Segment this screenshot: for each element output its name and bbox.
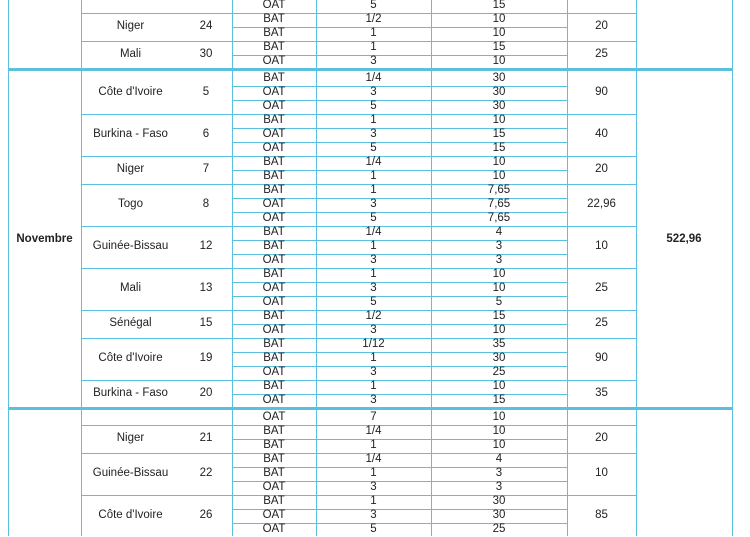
vaccine-type-cell: OAT — [262, 481, 286, 494]
vaccine-type-cell: BAT — [263, 439, 285, 452]
quantity-cell: 3 — [495, 254, 503, 267]
dose-cell: 1/4 — [365, 453, 382, 466]
country-cell: Guinée-Bissau — [92, 467, 169, 480]
country-sum-cell: 10 — [595, 240, 608, 253]
column-divider — [81, 0, 82, 536]
dose-cell: 3 — [370, 198, 377, 211]
day-cell: 30 — [199, 48, 213, 61]
country-sum-cell: 35 — [595, 387, 608, 400]
country-cell: Mali — [119, 48, 142, 61]
country-cell: Côte d'Ivoire — [98, 352, 163, 365]
country-cell: Niger — [116, 163, 145, 176]
vaccine-type-cell: BAT — [263, 13, 285, 26]
dose-cell: 1 — [370, 268, 377, 281]
country-cell: Burkina - Faso — [93, 387, 168, 400]
country-sum-cell: 25 — [595, 317, 608, 330]
dose-cell: 3 — [370, 254, 377, 267]
quantity-cell: 10 — [492, 13, 506, 26]
vaccine-type-cell: OAT — [262, 100, 286, 113]
dose-cell: 1 — [370, 467, 377, 480]
vaccine-type-cell: BAT — [263, 41, 285, 54]
vaccine-type-cell: BAT — [263, 27, 285, 40]
day-cell: 21 — [199, 432, 213, 445]
vaccine-type-cell: BAT — [263, 467, 285, 480]
dose-cell: 3 — [370, 282, 377, 295]
vaccine-type-cell: BAT — [263, 240, 285, 253]
vaccine-type-cell: OAT — [262, 366, 286, 379]
dose-cell: 1 — [370, 184, 377, 197]
quantity-cell: 3 — [495, 467, 503, 480]
quantity-cell: 7,65 — [487, 212, 511, 225]
vaccine-type-cell: BAT — [263, 453, 285, 466]
month-separator — [8, 68, 732, 71]
dose-cell: 5 — [370, 0, 377, 12]
month-total-cell: 522,96 — [666, 233, 702, 246]
vaccine-type-cell: BAT — [263, 380, 285, 393]
quantity-cell: 10 — [492, 27, 506, 40]
dose-cell: 1/4 — [365, 226, 382, 239]
vaccine-type-cell: OAT — [262, 212, 286, 225]
dose-cell: 3 — [370, 86, 377, 99]
quantity-cell: 30 — [492, 495, 506, 508]
dose-cell: 3 — [370, 128, 377, 141]
vaccine-type-cell: BAT — [263, 352, 285, 365]
country-sum-cell: 10 — [595, 467, 608, 480]
quantity-cell: 35 — [492, 338, 506, 351]
dose-cell: 1/4 — [365, 156, 382, 169]
quantity-cell: 30 — [492, 100, 506, 113]
country-cell: Togo — [118, 198, 143, 211]
country-cell: Sénégal — [109, 317, 152, 330]
day-cell: 6 — [202, 128, 210, 141]
quantity-cell: 30 — [492, 352, 506, 365]
dose-cell: 1/4 — [365, 425, 382, 438]
dose-cell: 1 — [370, 27, 377, 40]
dose-cell: 1 — [370, 114, 377, 127]
dose-cell: 5 — [370, 142, 377, 155]
dose-cell: 3 — [370, 481, 377, 494]
vaccine-type-cell: BAT — [263, 156, 285, 169]
vaccine-type-cell: OAT — [262, 128, 286, 141]
country-cell: Niger — [116, 432, 145, 445]
vaccine-type-cell: BAT — [263, 310, 285, 323]
day-cell: 19 — [199, 352, 213, 365]
column-divider — [8, 0, 9, 536]
quantity-cell: 10 — [492, 324, 506, 337]
day-cell: 24 — [199, 20, 213, 33]
quantity-cell: 3 — [495, 481, 503, 494]
vaccine-type-cell: OAT — [262, 411, 286, 424]
column-divider — [431, 0, 432, 536]
quantity-cell: 10 — [492, 411, 506, 424]
country-sum-cell — [567, 0, 636, 13]
dose-cell: 1 — [370, 41, 377, 54]
vaccine-type-cell: OAT — [262, 394, 286, 407]
day-cell: 7 — [202, 163, 210, 176]
dose-cell: 3 — [370, 509, 377, 522]
month-total-cell — [636, 411, 732, 537]
dose-cell: 1/2 — [365, 310, 382, 323]
quantity-cell: 10 — [492, 268, 506, 281]
quantity-cell: 15 — [492, 394, 506, 407]
quantity-cell: 15 — [492, 310, 506, 323]
month-cell: Novembre — [16, 233, 73, 246]
column-divider — [636, 0, 637, 536]
country-sum-cell: 40 — [595, 128, 608, 141]
country-cell: Niger — [116, 20, 145, 33]
quantity-cell: 10 — [492, 425, 506, 438]
quantity-cell: 7,65 — [487, 198, 511, 211]
day-cell: 22 — [199, 467, 213, 480]
vaccine-type-cell: OAT — [262, 324, 286, 337]
dose-cell: 3 — [370, 55, 377, 68]
vaccine-type-cell: OAT — [262, 86, 286, 99]
column-divider — [316, 0, 317, 536]
vaccine-type-cell: BAT — [263, 226, 285, 239]
dose-cell: 5 — [370, 523, 377, 536]
country-sum-cell: 20 — [595, 20, 608, 33]
vaccine-type-cell: OAT — [262, 282, 286, 295]
dose-cell: 7 — [370, 411, 377, 424]
day-cell — [180, 411, 232, 425]
country-sum-cell: 90 — [595, 86, 608, 99]
country-cell — [81, 411, 180, 425]
country-cell: Mali — [119, 282, 142, 295]
vaccine-type-cell: OAT — [262, 523, 286, 536]
month-cell — [8, 0, 81, 69]
quantity-cell: 10 — [492, 156, 506, 169]
country-cell — [81, 0, 180, 13]
quantity-cell: 4 — [495, 226, 503, 239]
quantity-cell: 10 — [492, 380, 506, 393]
month-separator — [8, 407, 732, 410]
day-cell: 15 — [199, 317, 213, 330]
vaccine-type-cell: BAT — [263, 268, 285, 281]
vaccine-type-cell: OAT — [262, 198, 286, 211]
quantity-cell: 25 — [492, 523, 506, 536]
dose-cell: 3 — [370, 324, 377, 337]
day-cell: 13 — [199, 282, 213, 295]
dose-cell: 5 — [370, 296, 377, 309]
country-sum-cell: 85 — [595, 509, 608, 522]
quantity-cell: 10 — [492, 114, 506, 127]
country-sum-cell: 22,96 — [587, 198, 616, 211]
vaccine-type-cell: BAT — [263, 114, 285, 127]
dose-cell: 1 — [370, 495, 377, 508]
vaccine-type-cell: BAT — [263, 495, 285, 508]
day-cell: 26 — [199, 509, 213, 522]
vaccine-type-cell: OAT — [262, 142, 286, 155]
dose-cell: 1/2 — [365, 13, 382, 26]
country-sum-cell — [567, 411, 636, 425]
quantity-cell: 4 — [495, 453, 503, 466]
vaccine-type-cell: OAT — [262, 296, 286, 309]
quantity-cell: 30 — [492, 509, 506, 522]
dose-cell: 1/12 — [362, 338, 385, 351]
quantity-cell: 10 — [492, 439, 506, 452]
quantity-cell: 30 — [492, 86, 506, 99]
vaccine-type-cell: BAT — [263, 72, 285, 85]
dose-cell: 5 — [370, 212, 377, 225]
dose-cell: 3 — [370, 366, 377, 379]
country-sum-cell: 25 — [595, 282, 608, 295]
quantity-cell: 30 — [492, 72, 506, 85]
country-cell: Guinée-Bissau — [92, 240, 169, 253]
quantity-cell: 3 — [495, 240, 503, 253]
dose-cell: 1 — [370, 240, 377, 253]
vaccine-type-cell: OAT — [262, 509, 286, 522]
dose-cell: 1 — [370, 380, 377, 393]
dose-cell: 1 — [370, 439, 377, 452]
dose-cell: 3 — [370, 394, 377, 407]
quantity-cell: 15 — [492, 41, 506, 54]
month-total-cell — [636, 0, 732, 69]
vaccine-type-cell: OAT — [262, 0, 286, 12]
dose-cell: 5 — [370, 100, 377, 113]
column-divider — [567, 0, 568, 536]
country-sum-cell: 90 — [595, 352, 608, 365]
column-divider — [732, 0, 733, 536]
vaccine-type-cell: BAT — [263, 170, 285, 183]
country-sum-cell: 20 — [595, 163, 608, 176]
quantity-cell: 10 — [492, 282, 506, 295]
country-cell: Burkina - Faso — [93, 128, 168, 141]
country-cell: Côte d'Ivoire — [98, 86, 163, 99]
quantity-cell: 25 — [492, 366, 506, 379]
vaccine-type-cell: OAT — [262, 254, 286, 267]
country-cell: Côte d'Ivoire — [98, 509, 163, 522]
vaccine-type-cell: BAT — [263, 425, 285, 438]
day-cell — [180, 0, 232, 13]
day-cell: 20 — [199, 387, 213, 400]
vaccine-type-cell: BAT — [263, 184, 285, 197]
quantity-cell: 10 — [492, 55, 506, 68]
quantity-cell: 15 — [492, 142, 506, 155]
quantity-cell: 15 — [492, 128, 506, 141]
dose-cell: 1 — [370, 170, 377, 183]
vaccine-type-cell: BAT — [263, 338, 285, 351]
column-divider — [232, 0, 233, 536]
dose-cell: 1/4 — [365, 72, 382, 85]
quantity-cell: 7,65 — [487, 184, 511, 197]
quantity-cell: 15 — [492, 0, 506, 12]
day-cell: 8 — [202, 198, 210, 211]
country-sum-cell: 25 — [595, 48, 608, 61]
quantity-cell: 5 — [495, 296, 503, 309]
dose-cell: 1 — [370, 352, 377, 365]
vaccine-type-cell: OAT — [262, 55, 286, 68]
day-cell: 5 — [202, 86, 210, 99]
day-cell: 12 — [199, 240, 213, 253]
month-cell — [8, 411, 81, 537]
country-sum-cell: 20 — [595, 432, 608, 445]
quantity-cell: 10 — [492, 170, 506, 183]
